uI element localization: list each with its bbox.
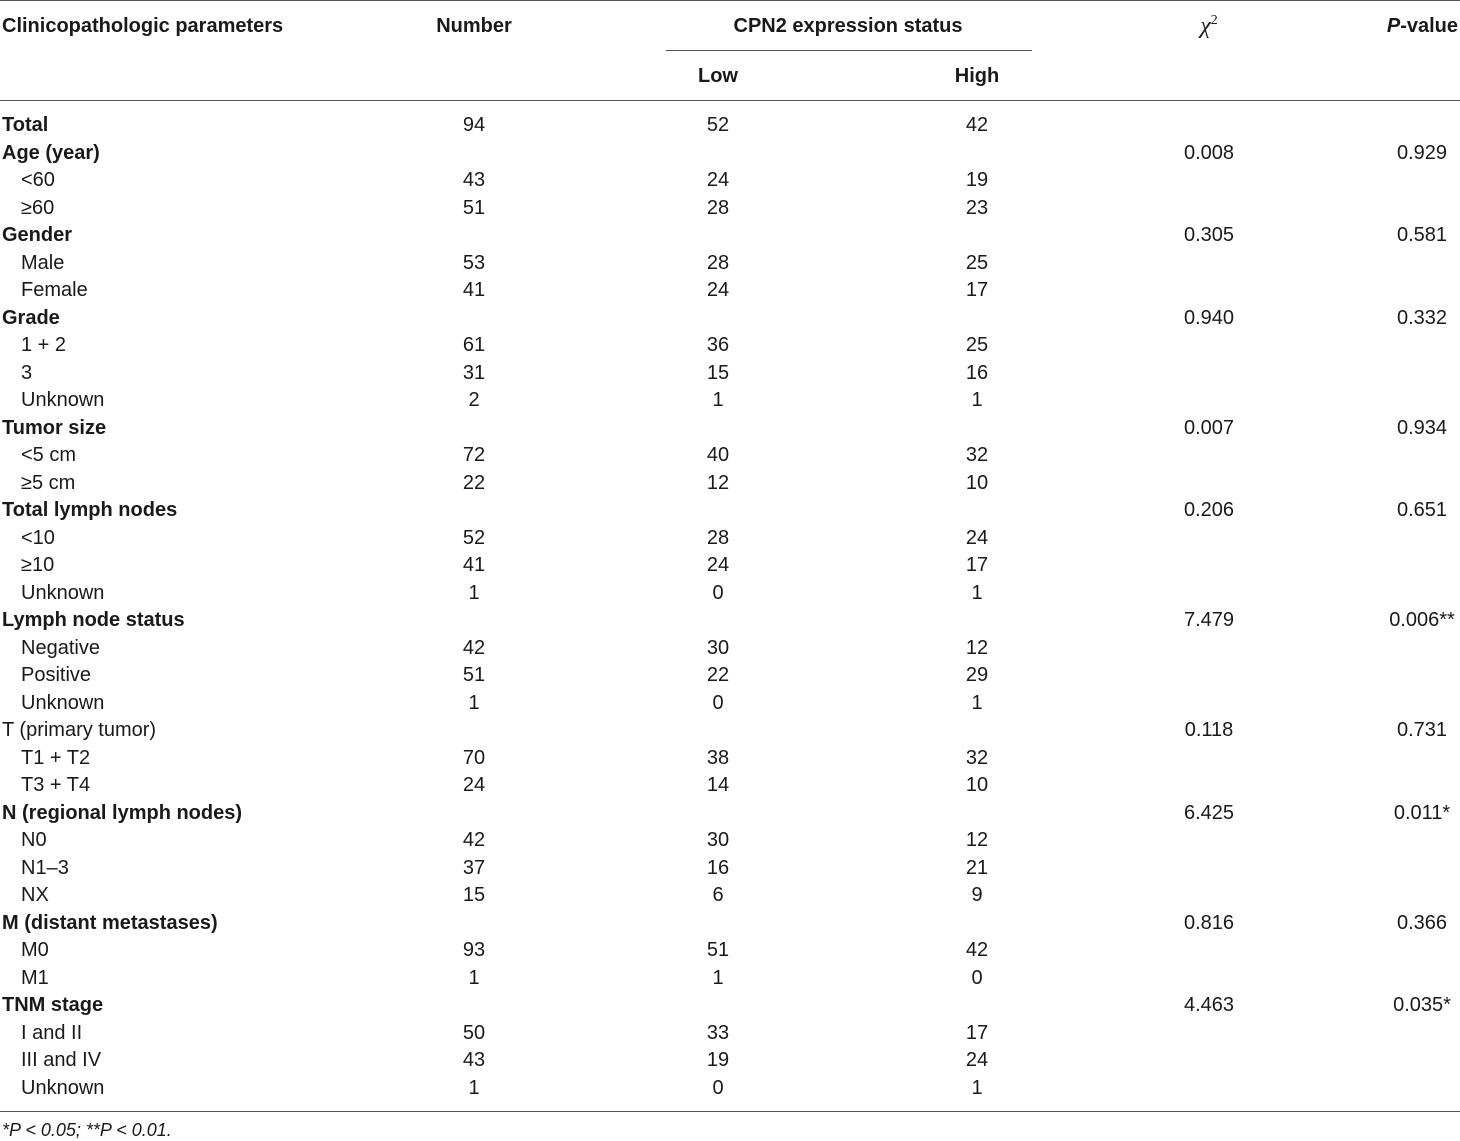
table-row <box>0 497 1460 525</box>
cell-high: 17 <box>965 1021 989 1044</box>
cell-low: 14 <box>706 774 730 796</box>
table-row <box>0 607 1460 635</box>
table-row <box>0 965 1460 993</box>
cell-number: 42 <box>462 636 486 659</box>
row-label: Female <box>21 279 88 301</box>
row-label: <5 cm <box>21 444 77 466</box>
table-row <box>0 745 1460 773</box>
table-body <box>0 112 1460 1102</box>
cell-high: 1 <box>971 1076 983 1099</box>
cell-low: 1 <box>712 966 724 989</box>
cell-high: 10 <box>965 471 989 494</box>
cell-number: 41 <box>462 554 486 576</box>
table-row <box>0 332 1460 360</box>
table-row <box>0 1020 1460 1048</box>
cell-high: 1 <box>971 581 983 604</box>
cell-p-value: 0.731 <box>1396 719 1448 741</box>
row-label: Total <box>2 114 49 136</box>
table-row <box>0 387 1460 415</box>
cell-number: 72 <box>462 444 486 466</box>
table-row <box>0 195 1460 223</box>
table-row <box>0 717 1460 745</box>
cell-low: 28 <box>706 196 730 219</box>
cell-high: 24 <box>965 1049 989 1071</box>
cell-number: 51 <box>462 664 486 686</box>
row-label: M (distant metastases) <box>2 911 218 934</box>
cell-chi-square: 0.940 <box>1183 306 1235 329</box>
cell-number: 52 <box>462 526 486 549</box>
cell-chi-square: 0.007 <box>1183 416 1235 439</box>
table-row <box>0 525 1460 553</box>
cell-low: 24 <box>706 279 730 301</box>
row-label: <10 <box>21 526 55 549</box>
header-cpn2-expression-status: CPN2 expression status <box>733 15 963 37</box>
row-label: Negative <box>21 636 100 659</box>
row-label: I and II <box>21 1021 83 1044</box>
cell-high: 12 <box>965 829 989 851</box>
cell-low: 12 <box>706 471 730 494</box>
table-row <box>0 1075 1460 1103</box>
cell-low: 15 <box>706 361 730 384</box>
header-clinicopathologic-parameters: Clinicopathologic parameters <box>2 15 284 37</box>
cell-high: 25 <box>965 251 989 274</box>
row-label: Positive <box>21 664 92 686</box>
cell-number: 15 <box>462 884 486 906</box>
cell-low: 38 <box>706 746 730 769</box>
table-row <box>0 112 1460 140</box>
cell-number: 51 <box>462 196 486 219</box>
table-row <box>0 882 1460 910</box>
cell-high: 17 <box>965 279 989 301</box>
table-row <box>0 167 1460 195</box>
cell-p-value: 0.366 <box>1396 911 1448 934</box>
cell-number: 37 <box>462 856 486 879</box>
cell-high: 32 <box>965 444 989 466</box>
cell-high: 19 <box>965 169 989 191</box>
cell-low: 22 <box>706 664 730 686</box>
cell-low: 0 <box>712 691 724 714</box>
row-label: ≥5 cm <box>21 471 76 494</box>
table-row <box>0 470 1460 498</box>
cell-high: 42 <box>965 939 989 961</box>
cell-p-value: 0.581 <box>1396 224 1448 246</box>
cell-chi-square: 6.425 <box>1183 801 1235 824</box>
row-label: Unknown <box>21 389 105 411</box>
cell-high: 23 <box>965 196 989 219</box>
row-label: TNM stage <box>2 994 104 1016</box>
cell-number: 70 <box>462 746 486 769</box>
cell-high: 21 <box>965 856 989 879</box>
table-row <box>0 552 1460 580</box>
cell-number: 1 <box>468 691 480 714</box>
table-row <box>0 277 1460 305</box>
row-label: ≥60 <box>21 196 55 219</box>
table-row <box>0 305 1460 333</box>
table-row <box>0 662 1460 690</box>
cell-low: 52 <box>706 114 730 136</box>
cell-number: 42 <box>462 829 486 851</box>
cell-high: 17 <box>965 554 989 576</box>
cell-high: 24 <box>965 526 989 549</box>
cell-low: 36 <box>706 334 730 356</box>
table-row <box>0 635 1460 663</box>
cell-chi-square: 4.463 <box>1183 994 1235 1016</box>
cell-number: 50 <box>462 1021 486 1044</box>
cell-high: 1 <box>971 389 983 411</box>
header-p-value <box>1387 15 1458 38</box>
cell-number: 53 <box>462 251 486 274</box>
table-row <box>0 415 1460 443</box>
cell-number: 93 <box>462 939 486 961</box>
cell-p-value: 0.035* <box>1393 994 1451 1016</box>
header-bottom-rule <box>0 100 1460 101</box>
header-span-rule <box>666 50 1032 51</box>
p-value-suffix: -value <box>1400 15 1458 37</box>
cell-high: 42 <box>965 114 989 136</box>
table-row <box>0 250 1460 278</box>
chi-symbol: χ <box>1200 13 1211 39</box>
cell-number: 43 <box>462 1049 486 1071</box>
table-row <box>0 992 1460 1020</box>
cell-high: 0 <box>971 966 983 989</box>
table-bottom-rule <box>0 1111 1460 1112</box>
cell-high: 12 <box>965 636 989 659</box>
row-label: Grade <box>2 306 60 329</box>
row-label: Tumor size <box>2 416 107 439</box>
row-label: Unknown <box>21 1076 105 1099</box>
cell-chi-square: 7.479 <box>1183 609 1235 631</box>
cell-p-value: 0.332 <box>1396 306 1448 329</box>
cell-low: 19 <box>706 1049 730 1071</box>
cell-high: 16 <box>965 361 989 384</box>
row-label: N1–3 <box>21 856 69 879</box>
row-label: Male <box>21 251 65 274</box>
row-label: M0 <box>21 939 49 961</box>
table-top-rule <box>0 0 1460 1</box>
header-chi-square <box>1200 13 1218 40</box>
cell-number: 2 <box>468 389 480 411</box>
cell-high: 1 <box>971 691 983 714</box>
table-row <box>0 910 1460 938</box>
table-row <box>0 772 1460 800</box>
cell-chi-square: 0.816 <box>1183 911 1235 934</box>
row-label: Lymph node status <box>2 609 185 631</box>
cell-low: 28 <box>706 526 730 549</box>
row-label: T1 + T2 <box>21 746 91 769</box>
table-row <box>0 580 1460 608</box>
row-label: Unknown <box>21 691 105 714</box>
cell-number: 1 <box>468 966 480 989</box>
cell-number: 22 <box>462 471 486 494</box>
cell-chi-square: 0.305 <box>1183 224 1235 246</box>
cell-p-value: 0.929 <box>1396 141 1448 164</box>
row-label: 1 + 2 <box>21 334 67 356</box>
chi-superscript: 2 <box>1210 13 1218 28</box>
cell-low: 30 <box>706 829 730 851</box>
row-label: T3 + T4 <box>21 774 91 796</box>
cell-low: 6 <box>712 884 724 906</box>
table-footnote: *P < 0.05; **P < 0.01. <box>2 1120 172 1140</box>
row-label: <60 <box>21 169 55 191</box>
row-label: Unknown <box>21 581 105 604</box>
cell-number: 24 <box>462 774 486 796</box>
row-label: Age (year) <box>2 141 100 164</box>
cell-low: 1 <box>712 389 724 411</box>
cell-p-value: 0.006** <box>1389 609 1455 631</box>
cell-number: 61 <box>462 334 486 356</box>
cell-low: 16 <box>706 856 730 879</box>
cell-high: 9 <box>971 884 983 906</box>
table-row <box>0 937 1460 965</box>
cell-number: 31 <box>462 361 486 384</box>
row-label: T (primary tumor) <box>2 719 157 741</box>
cell-high: 10 <box>965 774 989 796</box>
row-label: N (regional lymph nodes) <box>2 801 243 824</box>
table-row <box>0 1047 1460 1075</box>
cell-low: 24 <box>706 554 730 576</box>
cell-p-value: 0.934 <box>1396 416 1448 439</box>
table-row <box>0 827 1460 855</box>
cell-chi-square: 0.118 <box>1184 719 1234 741</box>
cell-number: 1 <box>468 1076 480 1099</box>
table-row <box>0 442 1460 470</box>
table-row <box>0 800 1460 828</box>
table-row <box>0 140 1460 168</box>
cell-number: 43 <box>462 169 486 191</box>
cell-low: 40 <box>706 444 730 466</box>
cell-p-value: 0.651 <box>1396 499 1448 521</box>
header-low: Low <box>698 65 738 87</box>
cell-low: 30 <box>706 636 730 659</box>
row-label: M1 <box>21 966 49 989</box>
row-label: Total lymph nodes <box>2 499 178 521</box>
header-high: High <box>954 65 1000 87</box>
cell-chi-square: 0.008 <box>1183 141 1235 164</box>
p-letter: P <box>1386 15 1401 37</box>
row-label: NX <box>21 884 49 906</box>
cell-number: 41 <box>462 279 486 301</box>
cell-low: 51 <box>706 939 730 961</box>
table-row <box>0 222 1460 250</box>
cell-low: 24 <box>706 169 730 191</box>
cell-high: 29 <box>965 664 989 686</box>
row-label: N0 <box>21 829 47 851</box>
table-row <box>0 360 1460 388</box>
cell-high: 25 <box>965 334 989 356</box>
cell-high: 32 <box>965 746 989 769</box>
cell-p-value: 0.011* <box>1393 801 1451 824</box>
cell-low: 0 <box>712 1076 724 1099</box>
table-row <box>0 855 1460 883</box>
row-label: III and IV <box>21 1049 102 1071</box>
cell-low: 33 <box>706 1021 730 1044</box>
table-row <box>0 690 1460 718</box>
row-label: 3 <box>21 361 33 384</box>
cell-low: 0 <box>712 581 724 604</box>
cell-low: 28 <box>706 251 730 274</box>
cell-chi-square: 0.206 <box>1183 499 1235 521</box>
row-label: Gender <box>2 224 73 246</box>
cell-number: 94 <box>462 114 486 136</box>
row-label: ≥10 <box>21 554 55 576</box>
header-number: Number <box>436 15 512 37</box>
cell-number: 1 <box>468 581 480 604</box>
